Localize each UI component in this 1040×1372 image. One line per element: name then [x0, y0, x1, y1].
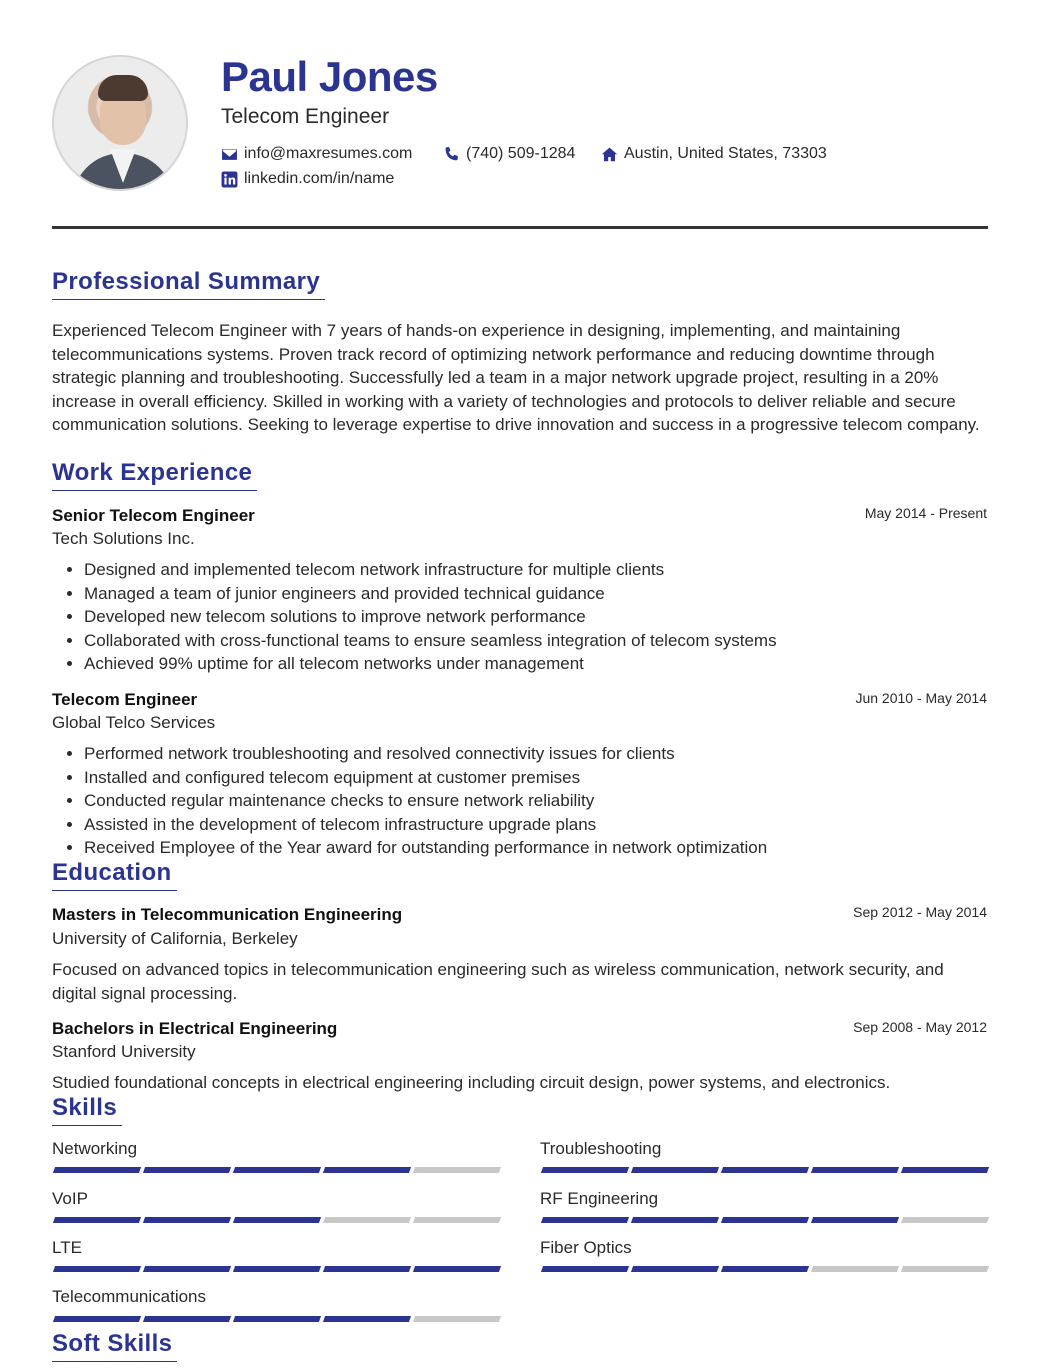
skill-segment-filled	[233, 1266, 321, 1272]
skill-label: Troubleshooting	[540, 1139, 662, 1158]
skill-rating-bar	[54, 1266, 500, 1272]
edu-2-dates: Sep 2008 - May 2012	[853, 1019, 987, 1035]
skill-segment-filled	[53, 1217, 141, 1223]
skill-segment-filled	[143, 1316, 231, 1322]
skill-rating-bar	[542, 1217, 988, 1223]
skill-segment-empty	[413, 1217, 501, 1223]
skill-segment-filled	[721, 1266, 809, 1272]
skill-label: Telecommunications	[52, 1287, 207, 1306]
skill-segment-filled	[901, 1167, 989, 1173]
home-icon	[601, 146, 618, 163]
phone-text: (740) 509-1284	[466, 145, 576, 162]
envelope-icon	[221, 146, 238, 163]
summary-text: Experienced Telecom Engineer with 7 years of hands-on experience in designing, implementing, and maintaining telecommunications systems. Proven track record of optimizing network performance and reducing downtime through strategic planning and troubleshooting. Successfully led a team in a major network upgrade project, resulting in a 20% increase in overall efficiency. Skilled in working with a variety of technologies and protocols to deliver reliable and secure communication solutions. Seeking to leverage expertise to drive innovation and success in a progressive telecom company.	[52, 321, 980, 434]
skill-segment-filled	[631, 1266, 719, 1272]
skill-segment-empty	[413, 1167, 501, 1173]
phone-icon	[443, 146, 460, 163]
skill-segment-filled	[811, 1167, 899, 1173]
skill-segment-filled	[53, 1167, 141, 1173]
job-title-heading: Telecom Engineer	[221, 105, 390, 128]
edu-2-degree: Bachelors in Electrical Engineering	[52, 1019, 338, 1038]
job-1-bullets	[52, 558, 777, 676]
job-2-company: Global Telco Services	[52, 713, 216, 732]
profile-photo	[52, 55, 188, 191]
location-text: Austin, United States, 73303	[624, 145, 827, 162]
skill-segment-filled	[143, 1217, 231, 1223]
summary-heading: Professional Summary	[52, 268, 325, 300]
edu-1-school: University of California, Berkeley	[52, 929, 298, 948]
job-1-title: Senior Telecom Engineer	[52, 506, 255, 525]
list-item: • Performed network troubleshooting and resolved connectivity issues for clients	[84, 742, 767, 766]
skill-segment-filled	[721, 1217, 809, 1223]
education-heading: Education	[52, 859, 177, 891]
candidate-name: Paul Jones	[221, 53, 438, 100]
linkedin-icon	[221, 171, 238, 188]
skill-rating-bar	[54, 1316, 500, 1322]
skill-segment-filled	[53, 1316, 141, 1322]
phone-contact[interactable]	[443, 145, 575, 163]
skill-segment-filled	[233, 1167, 321, 1173]
job-2-bullets	[52, 742, 767, 860]
experience-heading: Work Experience	[52, 459, 257, 491]
skills-heading: Skills	[52, 1094, 122, 1126]
skill-segment-empty	[413, 1316, 501, 1322]
skill-segment-filled	[413, 1266, 501, 1272]
header-divider	[52, 226, 988, 229]
email-contact[interactable]	[221, 145, 412, 163]
skill-segment-filled	[323, 1167, 411, 1173]
skill-segment-filled	[541, 1217, 629, 1223]
job-1-dates: May 2014 - Present	[864, 505, 987, 521]
skill-label: Fiber Optics	[540, 1238, 632, 1257]
location-contact	[601, 145, 827, 163]
skill-segment-filled	[233, 1316, 321, 1322]
list-item: • Developed new telecom solutions to improve network performance	[84, 605, 777, 629]
skill-segment-filled	[143, 1266, 231, 1272]
skill-segment-filled	[323, 1316, 411, 1322]
list-item: • Collaborated with cross-functional teams to ensure seamless integration of telecom systems	[84, 629, 777, 653]
job-2-dates: Jun 2010 - May 2014	[855, 690, 987, 706]
skill-segment-empty	[901, 1217, 989, 1223]
skill-label: VoIP	[52, 1189, 88, 1208]
skill-segment-filled	[811, 1217, 899, 1223]
edu-1-dates: Sep 2012 - May 2014	[853, 904, 987, 920]
list-item: • Conducted regular maintenance checks to ensure network reliability	[84, 789, 767, 813]
skill-segment-empty	[811, 1266, 899, 1272]
skill-segment-filled	[233, 1217, 321, 1223]
edu-1-description: Focused on advanced topics in telecommunication engineering such as wireless communication, network security, and digital signal processing.	[52, 960, 944, 1003]
skill-rating-bar	[542, 1167, 988, 1173]
linkedin-text: linkedin.com/in/name	[244, 170, 395, 187]
edu-1-degree: Masters in Telecommunication Engineering	[52, 905, 403, 924]
skill-rating-bar	[54, 1217, 500, 1223]
edu-2-school: Stanford University	[52, 1042, 196, 1061]
list-item: • Received Employee of the Year award for outstanding performance in network optimization	[84, 836, 767, 860]
skill-segment-filled	[631, 1167, 719, 1173]
skill-segment-filled	[541, 1266, 629, 1272]
skill-segment-empty	[901, 1266, 989, 1272]
job-1-company: Tech Solutions Inc.	[52, 529, 195, 548]
list-item: • Managed a team of junior engineers and provided technical guidance	[84, 582, 777, 606]
skill-rating-bar	[54, 1167, 500, 1173]
skill-segment-filled	[541, 1167, 629, 1173]
job-2-title: Telecom Engineer	[52, 690, 198, 709]
skill-segment-filled	[53, 1266, 141, 1272]
linkedin-contact[interactable]	[221, 170, 394, 188]
edu-2-description: Studied foundational concepts in electrical engineering including circuit design, power systems, and electronics.	[52, 1073, 891, 1092]
list-item: • Installed and configured telecom equipment at customer premises	[84, 766, 767, 790]
skill-segment-filled	[721, 1167, 809, 1173]
soft-skills-heading: Soft Skills	[52, 1330, 177, 1362]
skill-rating-bar	[542, 1266, 988, 1272]
skill-label: LTE	[52, 1238, 82, 1257]
skill-label: RF Engineering	[540, 1189, 659, 1208]
email-text: info@maxresumes.com	[244, 145, 413, 162]
skill-segment-filled	[323, 1266, 411, 1272]
list-item: • Achieved 99% uptime for all telecom networks under management	[84, 652, 777, 676]
list-item: • Assisted in the development of telecom infrastructure upgrade plans	[84, 813, 767, 837]
skill-segment-filled	[631, 1217, 719, 1223]
skill-segment-filled	[143, 1167, 231, 1173]
skill-label: Networking	[52, 1139, 138, 1158]
skill-segment-empty	[323, 1217, 411, 1223]
list-item: • Designed and implemented telecom network infrastructure for multiple clients	[84, 558, 777, 582]
